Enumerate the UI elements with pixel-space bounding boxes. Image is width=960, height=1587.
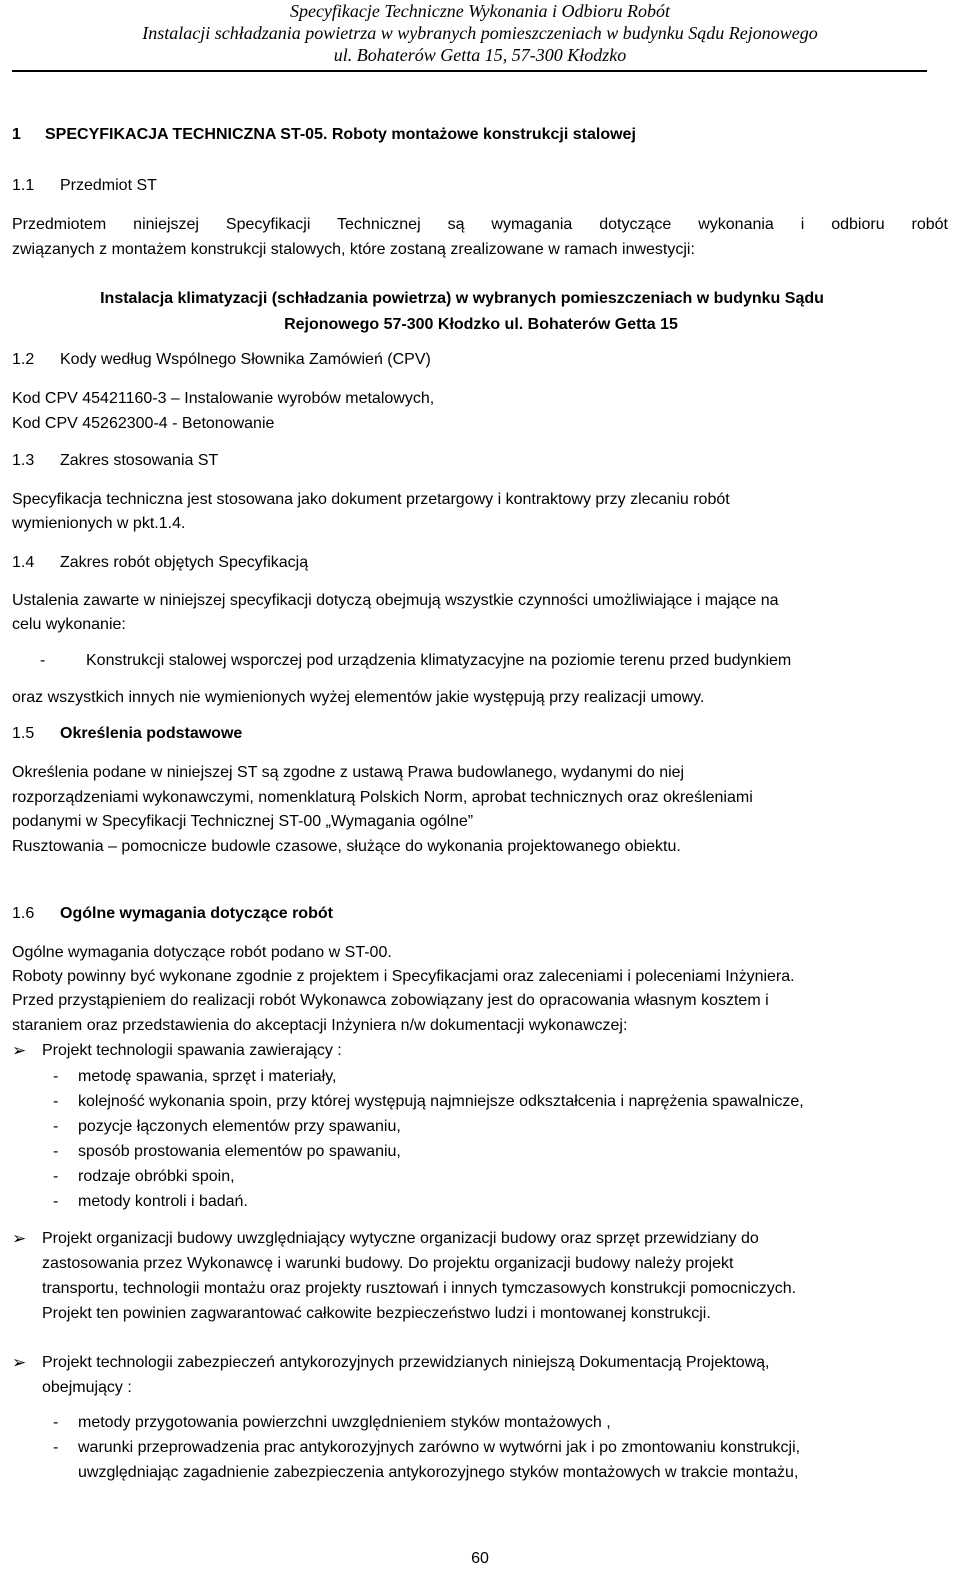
list-dash: -	[53, 1414, 59, 1431]
cpv-code-line: Kod CPV 45262300-4 - Betonowanie	[12, 415, 275, 432]
sub-list-item: sposób prostowania elementów po spawaniu,	[78, 1143, 401, 1160]
section-1-4-text-line: oraz wszystkich innych nie wymienionych wyżej elementów jakie występują przy realizacji umowy.	[12, 689, 705, 706]
section-1-6-title: Ogólne wymagania dotyczące robót	[60, 905, 333, 922]
header-title: Specyfikacje Techniczne Wykonania i Odbioru Robót	[289, 1, 671, 21]
bullet-item-line: Projekt technologii zabezpieczeń antykorozyjnych przewidzianych niniejszą Dokumentacją Projektową,	[42, 1354, 770, 1371]
section-1-5-text-line: Określenia podane w niniejszej ST są zgodne z ustawą Prawa budowlanego, wydanymi do niej	[12, 764, 685, 781]
sub-list-item: metody kontroli i badań.	[78, 1193, 248, 1210]
list-dash: -	[53, 1143, 59, 1160]
main-heading: SPECYFIKACJA TECHNICZNA ST-05. Roboty montażowe konstrukcji stalowej	[45, 126, 636, 143]
arrow-bullet-icon: ➢	[12, 1353, 27, 1372]
bullet-item-line: Projekt organizacji budowy uwzględniający wytyczne organizacji budowy oraz sprzęt przewidziany do	[42, 1230, 759, 1247]
section-1-1-text-line: związanych z montażem konstrukcji stalowych, które zostaną zrealizowane w ramach inwestycji:	[12, 241, 695, 258]
section-1-3-text-line: wymienionych w pkt.1.4.	[12, 515, 186, 532]
section-1-5-text-line: podanymi w Specyfikacji Technicznej ST-00 „Wymagania ogólne”	[12, 813, 474, 830]
section-1-4-text-line: Ustalenia zawarte w niniejszej specyfikacji dotyczą obejmują wszystkie czynności umożliwiające i mające na	[12, 592, 779, 609]
section-1-6-text-line: Przed przystąpieniem do realizacji robót Wykonawca zobowiązany jest do opracowania własnym kosztem i	[12, 992, 769, 1009]
bullet-item-line: transportu, technologii montażu oraz projekty rusztowań i innych tymczasowych konstrukcji pomocniczych.	[42, 1280, 797, 1297]
section-1-3-number: 1.3	[12, 452, 35, 469]
list-dash: -	[53, 1168, 59, 1185]
section-1-5-number: 1.5	[12, 725, 35, 742]
section-1-5-title: Określenia podstawowe	[60, 725, 243, 742]
section-1-6-number: 1.6	[12, 905, 35, 922]
section-1-3-text-line: Specyfikacja techniczna jest stosowana jako dokument przetargowy i kontraktowy przy zlecaniu robót	[12, 491, 730, 508]
sub-list-item: metodę spawania, sprzęt i materiały,	[78, 1068, 337, 1085]
header-divider	[12, 70, 927, 72]
list-dash: -	[53, 1439, 59, 1456]
arrow-bullet-icon: ➢	[12, 1229, 27, 1248]
list-dash: -	[53, 1118, 59, 1135]
header-address: ul. Bohaterów Getta 15, 57-300 Kłodzko	[333, 45, 627, 65]
main-heading-number: 1	[12, 126, 21, 143]
arrow-bullet-icon: ➢	[12, 1041, 27, 1060]
sub-list-item: metody przygotowania powierzchni uwzględnieniem styków montażowych ,	[78, 1414, 611, 1431]
sub-list-item: rodzaje obróbki spoin,	[78, 1168, 235, 1185]
header-subtitle: Instalacji schładzania powietrza w wybranych pomieszczeniach w budynku Sądu Rejonowego	[142, 23, 818, 43]
sub-list-item: pozycje łączonych elementów przy spawaniu,	[78, 1118, 401, 1135]
bullet-item-line: zastosowania przez Wykonawcę i warunki budowy. Do projektu organizacji budowy należy projekt	[42, 1255, 734, 1272]
list-item: Konstrukcji stalowej wsporczej pod urządzenia klimatyzacyjne na poziomie terenu przed budynkiem	[86, 652, 792, 669]
sub-list-item-continuation: uwzględniając zagadnienie zabezpieczenia antykorozyjnego styków montażowych w trakcie montażu,	[78, 1464, 799, 1481]
list-dash: -	[53, 1093, 59, 1110]
section-1-4-text-line: celu wykonanie:	[12, 616, 126, 633]
list-dash: -	[53, 1068, 59, 1085]
page-number: 60	[471, 1550, 489, 1567]
sub-list-item: kolejność wykonania spoin, przy której występują najmniejsze odkształcenia i naprężenia spawalnicze,	[78, 1093, 804, 1110]
section-1-4-number: 1.4	[12, 554, 35, 571]
bullet-item: Projekt technologii spawania zawierający :	[42, 1042, 342, 1059]
section-1-1-number: 1.1	[12, 177, 35, 194]
section-1-3-title: Zakres stosowania ST	[60, 452, 219, 469]
section-1-6-text-line: Roboty powinny być wykonane zgodnie z projektem i Specyfikacjami oraz zaleceniami i poleceniami Inżyniera.	[12, 968, 795, 985]
section-1-5-text-line: rozporządzeniami wykonawczymi, nomenklaturą Polskich Norm, aprobat technicznych oraz określeniami	[12, 789, 753, 806]
section-1-1-text-line: Przedmiotem niniejszej Specyfikacji Technicznej są wymagania dotyczące wykonania i odbioru robót	[12, 216, 948, 233]
sub-list-item: warunki przeprowadzenia prac antykorozyjnych zarówno w wytwórni jak i po zmontowaniu konstrukcji,	[78, 1439, 801, 1456]
cpv-code-line: Kod CPV 45421160-3 – Instalowanie wyrobów metalowych,	[12, 390, 435, 407]
section-1-6-text-line: Ogólne wymagania dotyczące robót podano w ST-00.	[12, 944, 392, 961]
list-dash: -	[40, 652, 46, 669]
project-name-line: Rejonowego 57-300 Kłodzko ul. Bohaterów Getta 15	[284, 316, 678, 333]
list-dash: -	[53, 1193, 59, 1210]
project-name-line: Instalacja klimatyzacji (schładzania powietrza) w wybranych pomieszczeniach w budynku Sądu	[100, 290, 824, 307]
section-1-6-text-line: staraniem oraz przedstawienia do akceptacji Inżyniera n/w dokumentacji wykonawczej:	[12, 1017, 628, 1034]
bullet-item-line: Projekt ten powinien zagwarantować całkowite bezpieczeństwo ludzi i montowanej konstrukcji.	[42, 1305, 711, 1322]
bullet-item-line: obejmujący :	[42, 1379, 132, 1396]
section-1-1-title: Przedmiot ST	[60, 177, 157, 194]
section-1-5-text-line: Rusztowania – pomocnicze budowle czasowe, służące do wykonania projektowanego obiektu.	[12, 838, 681, 855]
section-1-4-title: Zakres robót objętych Specyfikacją	[60, 554, 309, 571]
section-1-2-title: Kody według Wspólnego Słownika Zamówień (CPV)	[60, 351, 431, 368]
section-1-2-number: 1.2	[12, 351, 35, 368]
